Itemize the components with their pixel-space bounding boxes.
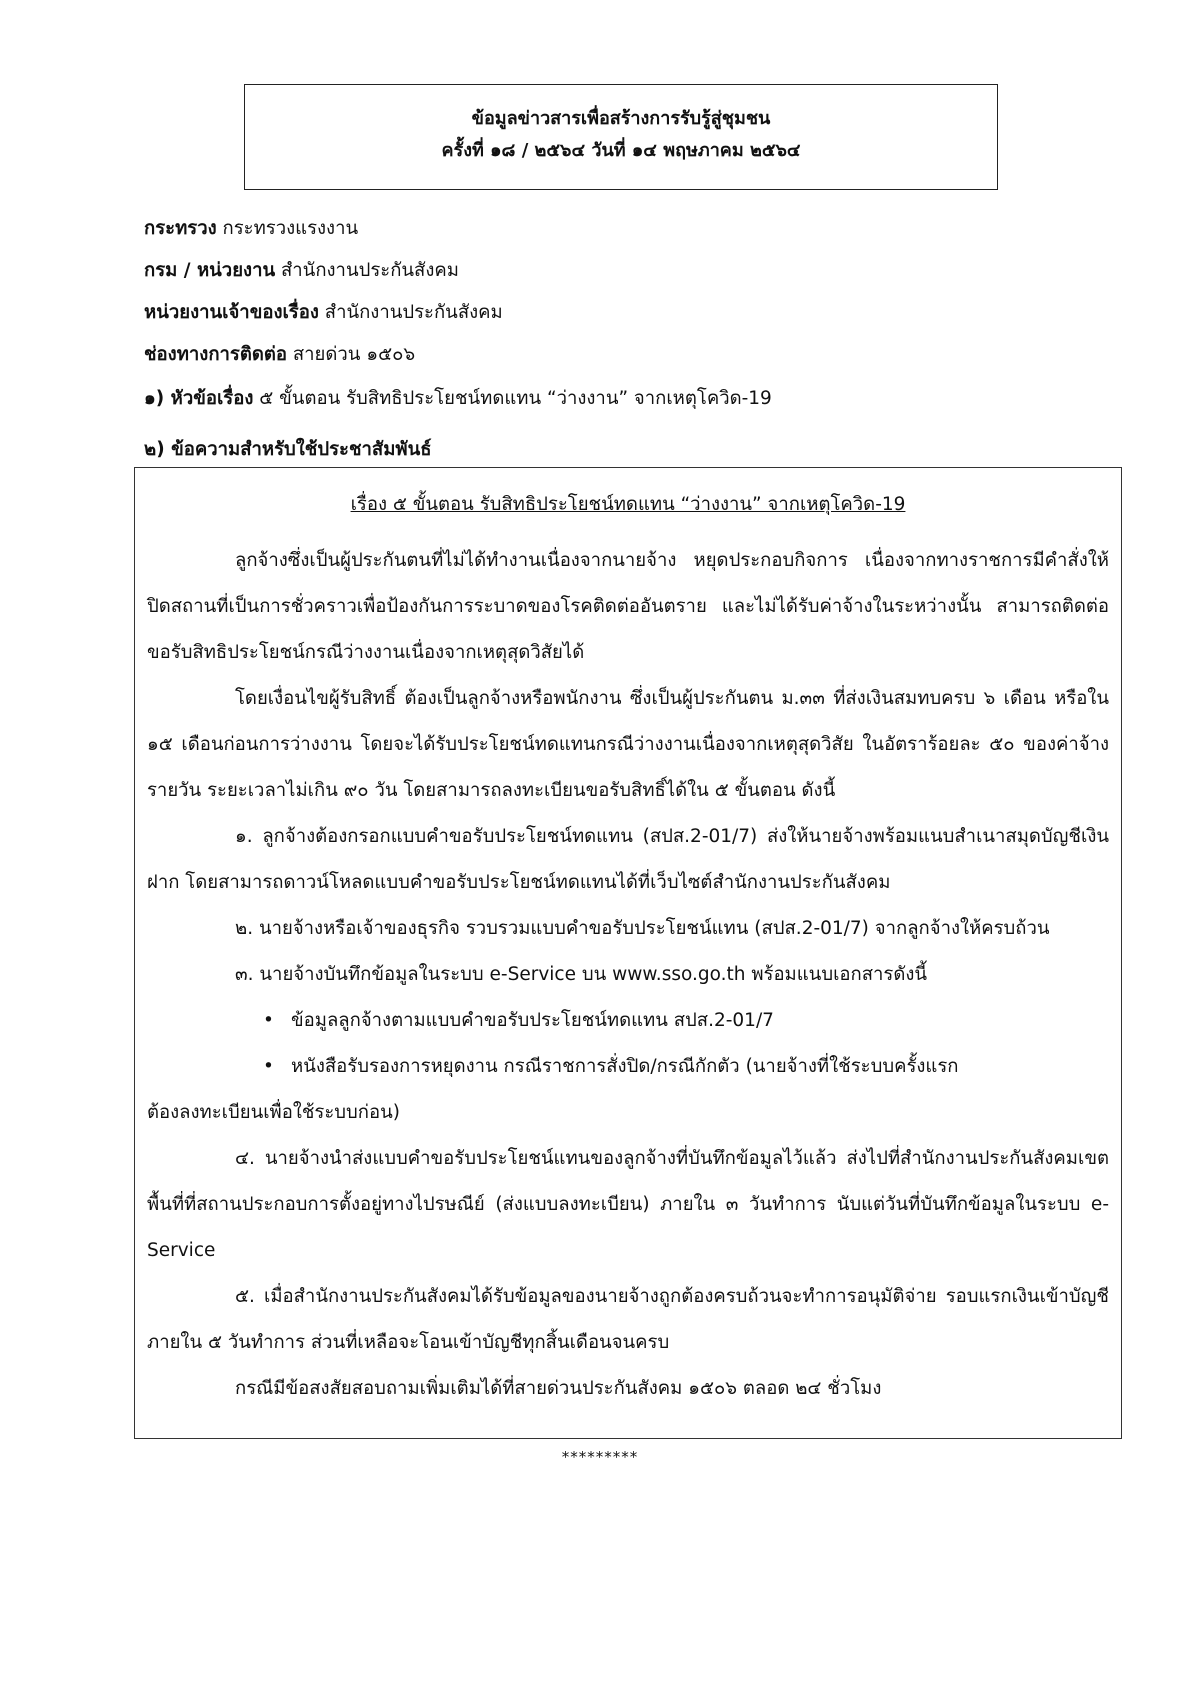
meta-ministry-value: กระทรวงแรงงาน [216,218,359,239]
meta-department [144,262,503,304]
meta-dept-value: สำนักงานประกันสังคม [275,260,459,281]
pr-step-3: ๓. นายจ้างบันทึกข้อมูลในระบบ e-Service บน www.sso.go.th พร้อมแนบเอกสารดังนี้ [235,964,928,985]
section-topic-value: ๕ ขั้นตอน รับสิทธิประโยชน์ทดแทน “ว่างงาน” จากเหตุโควิด-19 [253,388,772,409]
pr-paragraph-2: โดยเงื่อนไขผู้รับสิทธิ์ ต้องเป็นลูกจ้างหรือพนักงาน ซึ่งเป็นผู้ประกันตน ม.๓๓ ที่ส่งเงินสมทบครบ ๖ เดือน หรือใน ๑๕ เดือนก่อนการว่างงาน โดยจะได้รับประโยชน์ทดแทนกรณีว่างงานเนื่องจากเหตุสุดวิสัย ในอัตราร้อยละ ๕๐ ของค่าจ้างรายวัน ระยะเวลาไม่เกิน ๙๐ วัน โดยสามารถลงทะเบียนขอรับสิทธิ์ได้ใน ๕ ขั้นตอน ดังนี้ [147,688,1109,801]
bullet-icon: • [263,1056,274,1077]
document-header-box [244,84,998,190]
meta-info [144,220,503,388]
section-topic-label: ๑) หัวข้อเรื่อง [144,388,254,409]
meta-owner-label: หน่วยงานเจ้าของเรื่อง [144,302,319,323]
bullet-icon: • [263,1010,274,1031]
pr-title: เรื่อง ๕ ขั้นตอน รับสิทธิประโยชน์ทดแทน “ว่างงาน” จากเหตุโควิด-19 [350,494,906,515]
meta-ministry [144,220,503,262]
pr-paragraph-1: ลูกจ้างซึ่งเป็นผู้ประกันตนที่ไม่ได้ทำงานเนื่องจากนายจ้าง หยุดประกอบกิจการ เนื่องจากทางราชการมีคำสั่งให้ปิดสถานที่เป็นการชั่วคราวเพื่อป้องกันการระบาดของโรคติดต่ออันตราย และไม่ได้รับค่าจ้างในระหว่างนั้น สามารถติดต่อขอรับสิทธิประโยชน์กรณีว่างงานเนื่องจากเหตุสุดวิสัยได้ [147,550,1109,663]
pr-content-box [134,467,1122,1439]
pr-bullet-1 [147,998,1109,1044]
section-pr-heading: ๒) ข้อความสำหรับใช้ประชาสัมพันธ์ [144,439,432,460]
meta-contact-value: สายด่วน ๑๕๐๖ [287,344,416,365]
meta-ministry-label: กระทรวง [144,218,217,239]
pr-bullet-2-text: หนังสือรับรองการหยุดงาน กรณีราชการสั่งปิด/กรณีกักตัว (นายจ้างที่ใช้ระบบครั้งแรก [291,1056,959,1077]
pr-step-4: ๔. นายจ้างนำส่งแบบคำขอรับประโยชน์แทนของลูกจ้างที่บันทึกข้อมูลไว้แล้ว ส่งไปที่สำนักงานประกันสังคมเขตพื้นที่ที่สถานประกอบการตั้งอยู่ทางไปรษณีย์ (ส่งแบบลงทะเบียน) ภายใน ๓ วันทำการ นับแต่วันที่บันทึกข้อมูลในระบบ e-Service [147,1148,1109,1261]
pr-bullet-2 [147,1044,1109,1090]
end-marker: ********* [561,1448,639,1466]
section-topic [144,384,772,413]
meta-owner-value: สำนักงานประกันสังคม [318,302,503,323]
pr-step-5: ๕. เมื่อสำนักงานประกันสังคมได้รับข้อมูลของนายจ้างถูกต้องครบถ้วนจะทำการอนุมัติจ่าย รอบแรกเงินเข้าบัญชี ภายใน ๕ วันทำการ ส่วนที่เหลือจะโอนเข้าบัญชีทุกสิ้นเดือนจนครบ [147,1286,1109,1353]
meta-owner [144,304,503,346]
header-issue-date: ครั้งที่ ๑๘ / ๒๕๖๔ วันที่ ๑๔ พฤษภาคม ๒๕๖๔ [441,139,801,161]
meta-dept-label: กรม / หน่วยงาน [144,260,276,281]
pr-step-2: ๒. นายจ้างหรือเจ้าของธุรกิจ รวบรวมแบบคำขอรับประโยชน์แทน (สปส.2-01/7) จากลูกจ้างให้ครบถ้วน [235,918,1050,939]
pr-bullet-1-text: ข้อมูลลูกจ้างตามแบบคำขอรับประโยชน์ทดแทน สปส.2-01/7 [291,1010,774,1031]
meta-contact [144,346,503,388]
pr-step-1: ๑. ลูกจ้างต้องกรอกแบบคำขอรับประโยชน์ทดแทน (สปส.2-01/7) ส่งให้นายจ้างพร้อมแนบสำเนาสมุดบัญชีเงินฝาก โดยสามารถดาวน์โหลดแบบคำขอรับประโยชน์ทดแทนได้ที่เว็บไซต์สำนักงานประกันสังคม [147,826,1109,893]
pr-bullet-2-continued: ต้องลงทะเบียนเพื่อใช้ระบบก่อน) [147,1102,400,1123]
header-title: ข้อมูลข่าวสารเพื่อสร้างการรับรู้สู่ชุมชน [471,108,771,129]
meta-contact-label: ช่องทางการติดต่อ [144,344,287,365]
pr-closing: กรณีมีข้อสงสัยสอบถามเพิ่มเติมได้ที่สายด่วนประกันสังคม ๑๕๐๖ ตลอด ๒๔ ชั่วโมง [235,1378,882,1399]
